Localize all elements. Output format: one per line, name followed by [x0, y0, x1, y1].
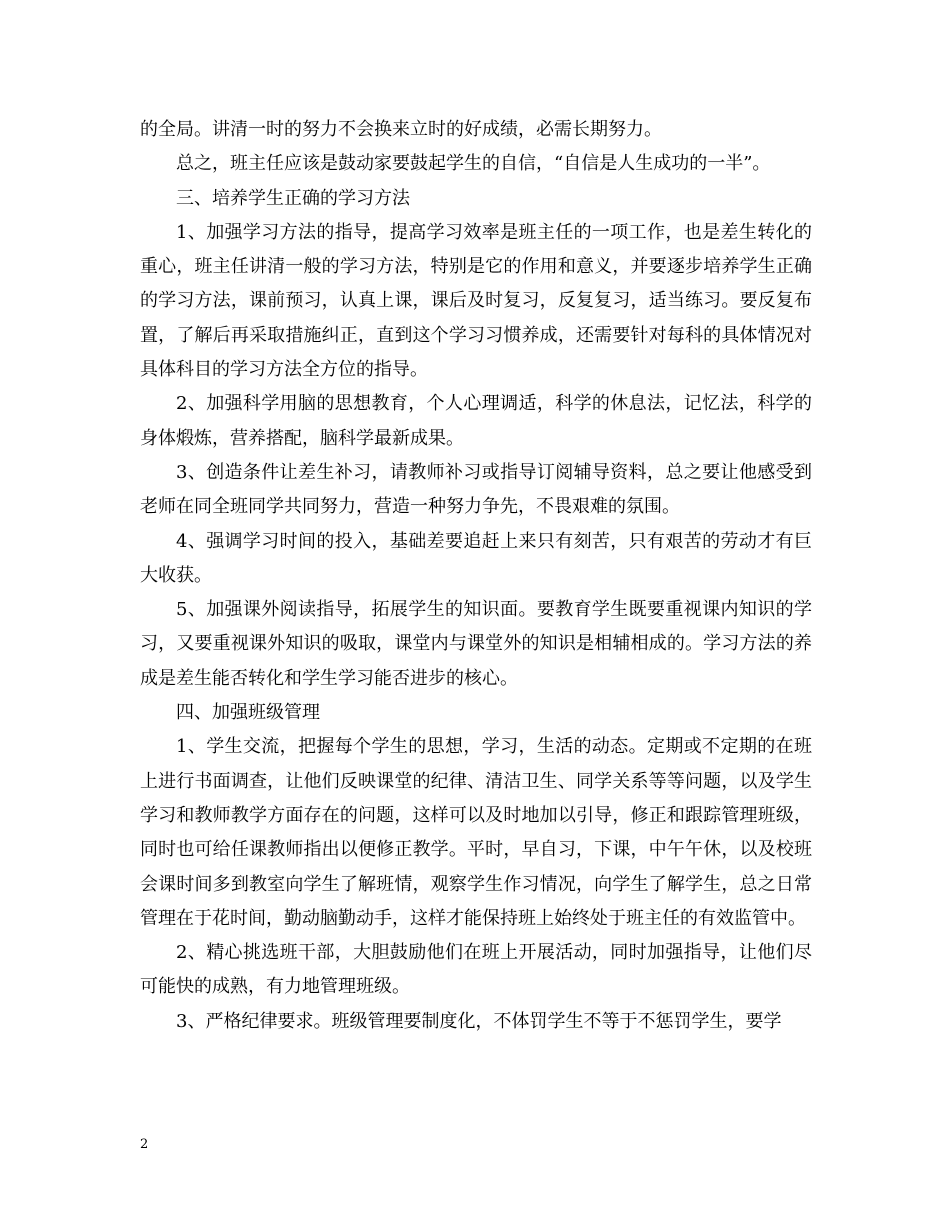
paragraph-4-1: 1、学生交流，把握每个学生的思想，学习，生活的动态。定期或不定期的在班上进行书面调查，让他们反映课堂的纪律、清洁卫生、同学关系等等问题，以及学生学习和教师教学方面存在的问题，这样可以及时地加以引导，修正和跟踪管理班级，同时也可给任课教师指出以便修正教学。平时，早自习，下课，中午午休，以及校班会课时间多到教室向学生了解班情，观察学生作习情况，向学生了解学生，总之日常管理在于花时间，勤动脑勤动手，这样才能保持班上始终处于班主任的有效监管中。 — [140, 736, 812, 929]
section-heading-3: 三、培养学生正确的学习方法 — [176, 187, 410, 209]
paragraph-4-2: 2、精心挑选班干部，大胆鼓励他们在班上开展活动，同时加强指导，让他们尽可能快的成熟，有力地管理班级。 — [140, 942, 812, 998]
paragraph-summary: 总之，班主任应该是鼓动家要鼓起学生的自信，“自信是人生成功的一半”。 — [176, 153, 771, 175]
paragraph-3-4: 4、强调学习时间的投入，基础差要追赶上来只有刻苦，只有艰苦的劳动才有巨大收获。 — [140, 530, 812, 586]
paragraph-4-3: 3、严格纪律要求。班级管理要制度化，不体罚学生不等于不惩罚学生，要学 — [176, 1010, 782, 1032]
paragraph-3-5: 5、加强课外阅读指导，拓展学生的知识面。要教育学生既要重视课内知识的学习，又要重视课外知识的吸取，课堂内与课堂外的知识是相辅相成的。学习方法的养成是差生能否转化和学生学习能否进步的核心。 — [140, 599, 812, 689]
paragraph-3-2: 2、加强科学用脑的思想教育，个人心理调适，科学的休息法，记忆法，科学的身体煅炼，营养搭配，脑科学最新成果。 — [140, 393, 812, 449]
paragraph-3-1: 1、加强学习方法的指导，提高学习效率是班主任的一项工作，也是差生转化的重心，班主任讲清一般的学习方法，特别是它的作用和意义，并要逐步培养学生正确的学习方法，课前预习，认真上课，课后及时复习，反复复习，适当练习。要反复布置，了解后再采取措施纠正，直到这个学习习惯养成，还需要针对每科的具体情况对具体科目的学习方法全方位的指导。 — [140, 221, 812, 381]
document-body — [140, 113, 812, 1039]
paragraph-continuation: 的全局。讲清一时的努力不会换来立时的好成绩，必需长期努力。 — [140, 119, 662, 140]
page-number: 2 — [140, 1137, 149, 1152]
paragraph-3-3: 3、创造条件让差生补习，请教师补习或指导订阅辅导资料，总之要让他感受到老师在同全班同学共同努力，营造一种努力争先，不畏艰难的氛围。 — [140, 461, 812, 518]
section-heading-4: 四、加强班级管理 — [176, 702, 320, 724]
